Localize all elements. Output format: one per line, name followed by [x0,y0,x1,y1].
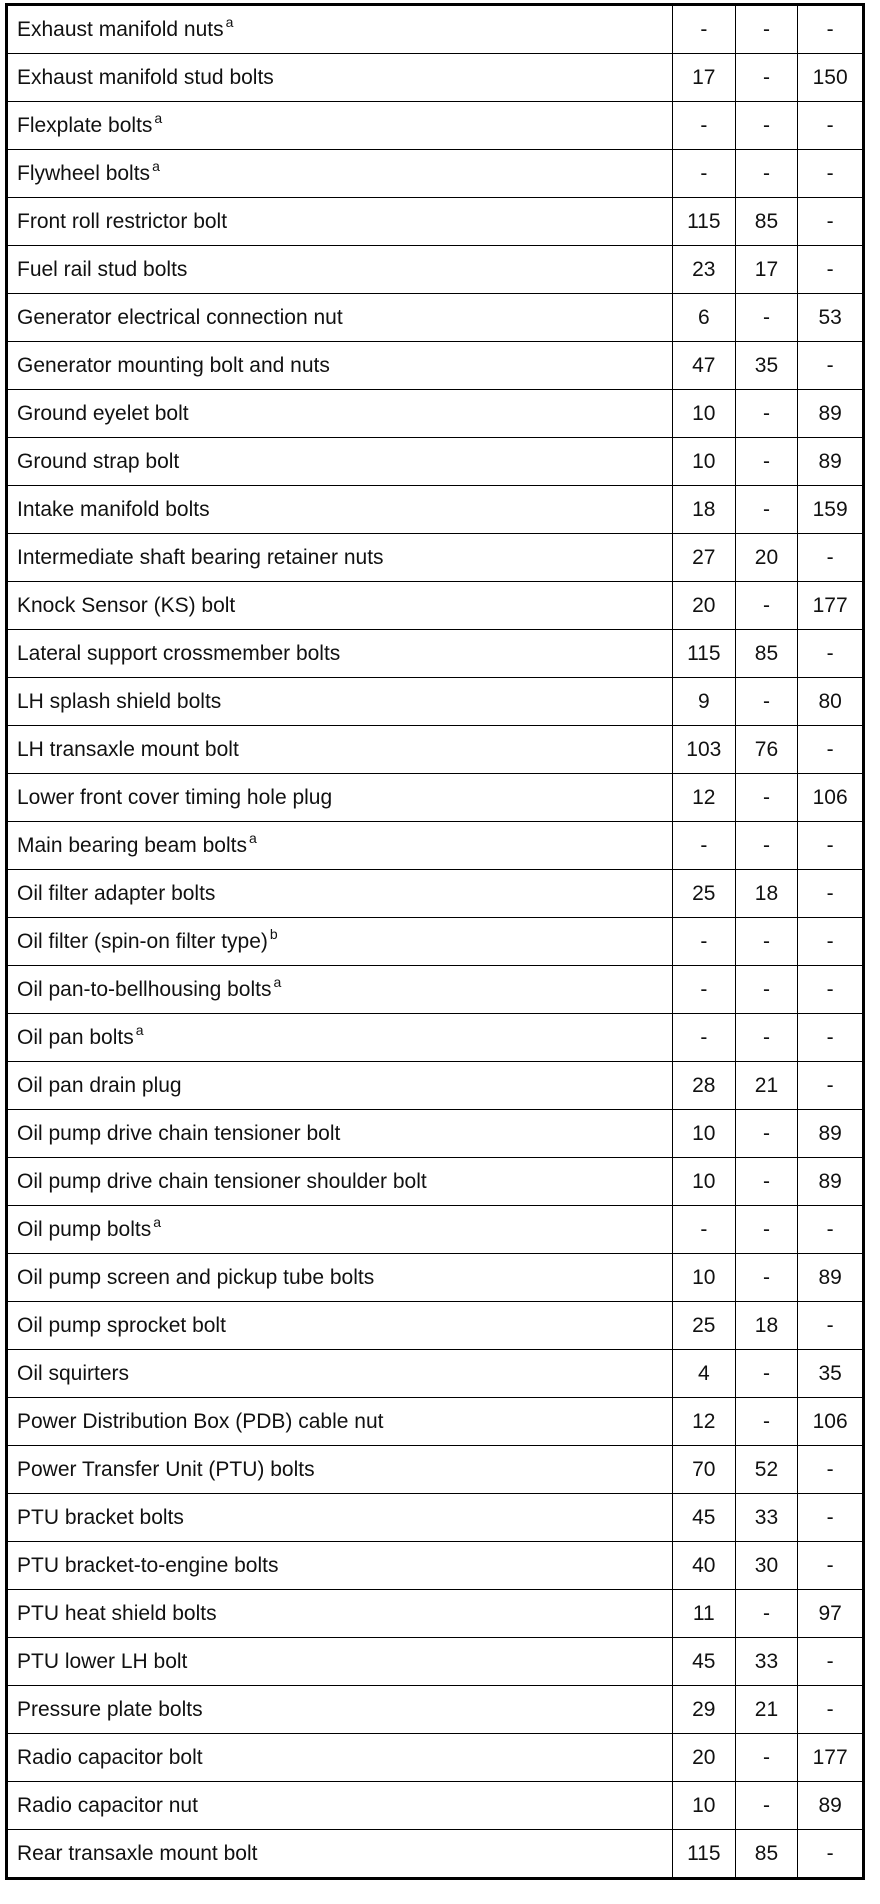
table-row [7,1734,864,1782]
spec-description-text: Pressure plate bolts [17,1698,203,1721]
spec-description-cell [7,5,673,54]
lb-ft-value-cell: 20 [735,534,798,582]
table-row [7,1350,864,1398]
spec-description-text: Intermediate shaft bearing retainer nuts [17,546,384,569]
lb-ft-value-cell: - [735,678,798,726]
nm-value-cell: 10 [672,1782,735,1830]
spec-description-text: Flexplate bolts [17,114,153,137]
lb-in-value-cell: - [798,1206,864,1254]
spec-description-text: Generator mounting bolt and nuts [17,354,330,377]
table-row [7,918,864,966]
table-row [7,5,864,54]
lb-in-value-cell: - [798,726,864,774]
spec-description-cell [7,102,673,150]
lb-ft-value-cell: - [735,390,798,438]
nm-value-cell: 45 [672,1638,735,1686]
lb-ft-value-cell: 18 [735,870,798,918]
table-row [7,1686,864,1734]
nm-value-cell: 25 [672,870,735,918]
spec-description-cell [7,1302,673,1350]
table-row [7,246,864,294]
spec-description-text: Oil pump sprocket bolt [17,1314,226,1337]
spec-description-text: Lower front cover timing hole plug [17,786,333,809]
nm-value-cell: 103 [672,726,735,774]
spec-description-text: Oil pump drive chain tensioner shoulder bolt [17,1170,427,1193]
spec-description-cell [7,1686,673,1734]
spec-description-cell [7,1206,673,1254]
spec-description-cell [7,1494,673,1542]
table-row [7,1254,864,1302]
lb-ft-value-cell: 85 [735,630,798,678]
nm-value-cell: 10 [672,438,735,486]
spec-description-text: Power Distribution Box (PDB) cable nut [17,1410,384,1433]
table-row [7,534,864,582]
spec-description-cell [7,1782,673,1830]
lb-in-value-cell: - [798,1542,864,1590]
spec-description-text: Power Transfer Unit (PTU) bolts [17,1458,315,1481]
spec-description-text: Oil pan-to-bellhousing bolts [17,978,272,1001]
nm-value-cell: 115 [672,630,735,678]
spec-description-cell [7,1830,673,1879]
spec-description-cell [7,390,673,438]
nm-value-cell: 10 [672,1110,735,1158]
lb-in-value-cell: 89 [798,1782,864,1830]
table-row [7,342,864,390]
spec-description-cell [7,1110,673,1158]
table-row [7,822,864,870]
spec-description-text: Oil pump drive chain tensioner bolt [17,1122,341,1145]
lb-ft-value-cell: 85 [735,198,798,246]
lb-in-value-cell: - [798,1302,864,1350]
lb-ft-value-cell: - [735,102,798,150]
table-row [7,1494,864,1542]
table-row [7,1398,864,1446]
lb-in-value-cell: 177 [798,1734,864,1782]
table-row [7,774,864,822]
lb-in-value-cell: - [798,966,864,1014]
lb-ft-value-cell: 21 [735,1686,798,1734]
table-row [7,1302,864,1350]
spec-description-text: Oil pan drain plug [17,1074,182,1097]
table-row [7,150,864,198]
table-row [7,1158,864,1206]
lb-ft-value-cell: 21 [735,1062,798,1110]
lb-ft-value-cell: 76 [735,726,798,774]
nm-value-cell: - [672,1206,735,1254]
spec-description-cell [7,198,673,246]
lb-in-value-cell: - [798,1446,864,1494]
lb-in-value-cell: 89 [798,438,864,486]
footnote-marker: a [152,158,160,174]
lb-ft-value-cell: - [735,774,798,822]
spec-description-text: Oil filter (spin-on filter type) [17,930,268,953]
spec-description-cell [7,1638,673,1686]
footnote-marker: a [225,14,234,30]
spec-description-cell [7,918,673,966]
lb-in-value-cell: 97 [798,1590,864,1638]
nm-value-cell: 17 [672,54,735,102]
nm-value-cell: 40 [672,1542,735,1590]
lb-in-value-cell: - [798,1062,864,1110]
nm-value-cell: 10 [672,390,735,438]
lb-in-value-cell: - [798,5,864,54]
table-row [7,54,864,102]
lb-in-value-cell: 80 [798,678,864,726]
lb-in-value-cell: - [798,822,864,870]
nm-value-cell: 10 [672,1158,735,1206]
table-row [7,198,864,246]
lb-ft-value-cell: - [735,1590,798,1638]
spec-description-text: PTU bracket bolts [17,1506,184,1529]
footnote-marker: b [269,926,278,942]
spec-description-cell [7,438,673,486]
lb-ft-value-cell: - [735,1014,798,1062]
lb-ft-value-cell: - [735,5,798,54]
lb-in-value-cell: - [798,150,864,198]
table-row [7,1206,864,1254]
lb-in-value-cell: 89 [798,1110,864,1158]
footnote-marker: a [153,1214,162,1230]
lb-in-value-cell: - [798,1638,864,1686]
nm-value-cell: - [672,822,735,870]
torque-spec-table-body [7,5,864,1879]
spec-description-text: Generator electrical connection nut [17,306,343,329]
spec-description-cell [7,1590,673,1638]
nm-value-cell: - [672,918,735,966]
nm-value-cell: 29 [672,1686,735,1734]
lb-ft-value-cell: - [735,1206,798,1254]
spec-description-cell [7,150,673,198]
lb-ft-value-cell: - [735,822,798,870]
lb-ft-value-cell: - [735,1782,798,1830]
footnote-marker: a [248,830,257,846]
lb-ft-value-cell: 18 [735,1302,798,1350]
lb-in-value-cell: - [798,198,864,246]
nm-value-cell: 45 [672,1494,735,1542]
spec-description-cell [7,678,673,726]
nm-value-cell: 12 [672,774,735,822]
spec-description-text: Rear transaxle mount bolt [17,1842,258,1865]
spec-description-text: LH transaxle mount bolt [17,738,239,761]
lb-in-value-cell: - [798,918,864,966]
table-row [7,1014,864,1062]
spec-description-text: Front roll restrictor bolt [17,210,228,233]
lb-in-value-cell: - [798,870,864,918]
lb-in-value-cell: 53 [798,294,864,342]
lb-in-value-cell: 89 [798,1254,864,1302]
table-row [7,582,864,630]
spec-description-text: Exhaust manifold nuts [17,18,224,41]
spec-description-text: Ground strap bolt [17,450,180,473]
nm-value-cell: - [672,150,735,198]
lb-in-value-cell: 106 [798,774,864,822]
nm-value-cell: 10 [672,1254,735,1302]
lb-ft-value-cell: - [735,294,798,342]
footnote-marker: a [273,974,282,990]
spec-description-text: Oil pump bolts [17,1218,152,1241]
lb-ft-value-cell: 30 [735,1542,798,1590]
lb-in-value-cell: 177 [798,582,864,630]
lb-ft-value-cell: - [735,582,798,630]
spec-description-text: PTU heat shield bolts [17,1602,217,1625]
nm-value-cell: 115 [672,1830,735,1879]
lb-ft-value-cell: - [735,1158,798,1206]
table-row [7,870,864,918]
spec-description-cell [7,1158,673,1206]
lb-in-value-cell: 150 [798,54,864,102]
table-row [7,102,864,150]
spec-description-text: LH splash shield bolts [17,690,222,713]
lb-ft-value-cell: - [735,1398,798,1446]
spec-description-text: Ground eyelet bolt [17,402,189,425]
lb-ft-value-cell: 35 [735,342,798,390]
table-row [7,1590,864,1638]
spec-description-text: Oil filter adapter bolts [17,882,216,905]
lb-ft-value-cell: - [735,918,798,966]
spec-description-text: Oil pump screen and pickup tube bolts [17,1266,375,1289]
spec-description-text: Radio capacitor bolt [17,1746,203,1769]
nm-value-cell: - [672,102,735,150]
table-row [7,1110,864,1158]
spec-description-cell [7,630,673,678]
nm-value-cell: 47 [672,342,735,390]
lb-in-value-cell: - [798,1686,864,1734]
nm-value-cell: 20 [672,1734,735,1782]
nm-value-cell: 9 [672,678,735,726]
nm-value-cell: - [672,5,735,54]
spec-description-text: Radio capacitor nut [17,1794,198,1817]
nm-value-cell: 11 [672,1590,735,1638]
spec-description-text: Knock Sensor (KS) bolt [17,594,236,617]
nm-value-cell: 23 [672,246,735,294]
lb-in-value-cell: 89 [798,1158,864,1206]
table-row [7,1830,864,1879]
lb-in-value-cell: - [798,1830,864,1879]
spec-description-text: Oil pan bolts [17,1026,134,1049]
spec-description-cell [7,486,673,534]
lb-ft-value-cell: - [735,1734,798,1782]
table-row [7,1062,864,1110]
lb-ft-value-cell: - [735,1110,798,1158]
spec-description-cell [7,1014,673,1062]
table-row [7,438,864,486]
nm-value-cell: - [672,966,735,1014]
lb-ft-value-cell: - [735,1254,798,1302]
table-row [7,726,864,774]
spec-description-text: Flywheel bolts [17,162,151,185]
table-row [7,1782,864,1830]
spec-description-text: Exhaust manifold stud bolts [17,66,274,89]
spec-description-cell [7,294,673,342]
spec-description-cell [7,1062,673,1110]
nm-value-cell: 18 [672,486,735,534]
lb-in-value-cell: - [798,246,864,294]
lb-ft-value-cell: 85 [735,1830,798,1879]
torque-spec-table [5,3,865,1880]
table-row [7,1542,864,1590]
spec-description-cell [7,246,673,294]
table-row [7,1638,864,1686]
nm-value-cell: 12 [672,1398,735,1446]
lb-ft-value-cell: 33 [735,1638,798,1686]
lb-in-value-cell: - [798,1494,864,1542]
table-row [7,1446,864,1494]
spec-description-cell [7,822,673,870]
footnote-marker: a [154,110,163,126]
nm-value-cell: 25 [672,1302,735,1350]
nm-value-cell: 28 [672,1062,735,1110]
spec-description-cell [7,1350,673,1398]
table-row [7,966,864,1014]
spec-description-text: Fuel rail stud bolts [17,258,188,281]
spec-description-cell [7,1542,673,1590]
table-row [7,294,864,342]
lb-ft-value-cell: 17 [735,246,798,294]
nm-value-cell: 4 [672,1350,735,1398]
nm-value-cell: - [672,1014,735,1062]
nm-value-cell: 70 [672,1446,735,1494]
lb-in-value-cell: 159 [798,486,864,534]
spec-description-text: Main bearing beam bolts [17,834,247,857]
spec-description-text: Intake manifold bolts [17,498,210,521]
spec-description-cell [7,1254,673,1302]
spec-description-cell [7,54,673,102]
lb-in-value-cell: 89 [798,390,864,438]
spec-description-text: Oil squirters [17,1362,130,1385]
nm-value-cell: 27 [672,534,735,582]
spec-description-cell [7,1446,673,1494]
lb-ft-value-cell: - [735,1350,798,1398]
lb-ft-value-cell: 33 [735,1494,798,1542]
lb-in-value-cell: - [798,102,864,150]
lb-ft-value-cell: - [735,54,798,102]
spec-description-cell [7,582,673,630]
spec-description-text: PTU bracket-to-engine bolts [17,1554,279,1577]
spec-description-cell [7,1398,673,1446]
spec-description-cell [7,774,673,822]
nm-value-cell: 6 [672,294,735,342]
table-row [7,678,864,726]
table-row [7,630,864,678]
spec-description-cell [7,726,673,774]
lb-in-value-cell: - [798,534,864,582]
spec-description-cell [7,870,673,918]
spec-description-cell [7,342,673,390]
nm-value-cell: 20 [672,582,735,630]
nm-value-cell: 115 [672,198,735,246]
lb-in-value-cell: - [798,630,864,678]
spec-description-cell [7,1734,673,1782]
spec-description-text: PTU lower LH bolt [17,1650,188,1673]
lb-in-value-cell: 35 [798,1350,864,1398]
table-row [7,390,864,438]
spec-description-text: Lateral support crossmember bolts [17,642,341,665]
lb-in-value-cell: 106 [798,1398,864,1446]
lb-ft-value-cell: 52 [735,1446,798,1494]
table-row [7,486,864,534]
lb-ft-value-cell: - [735,150,798,198]
lb-ft-value-cell: - [735,438,798,486]
lb-in-value-cell: - [798,342,864,390]
lb-ft-value-cell: - [735,966,798,1014]
spec-description-cell [7,534,673,582]
lb-in-value-cell: - [798,1014,864,1062]
spec-description-cell [7,966,673,1014]
lb-ft-value-cell: - [735,486,798,534]
footnote-marker: a [135,1022,144,1038]
